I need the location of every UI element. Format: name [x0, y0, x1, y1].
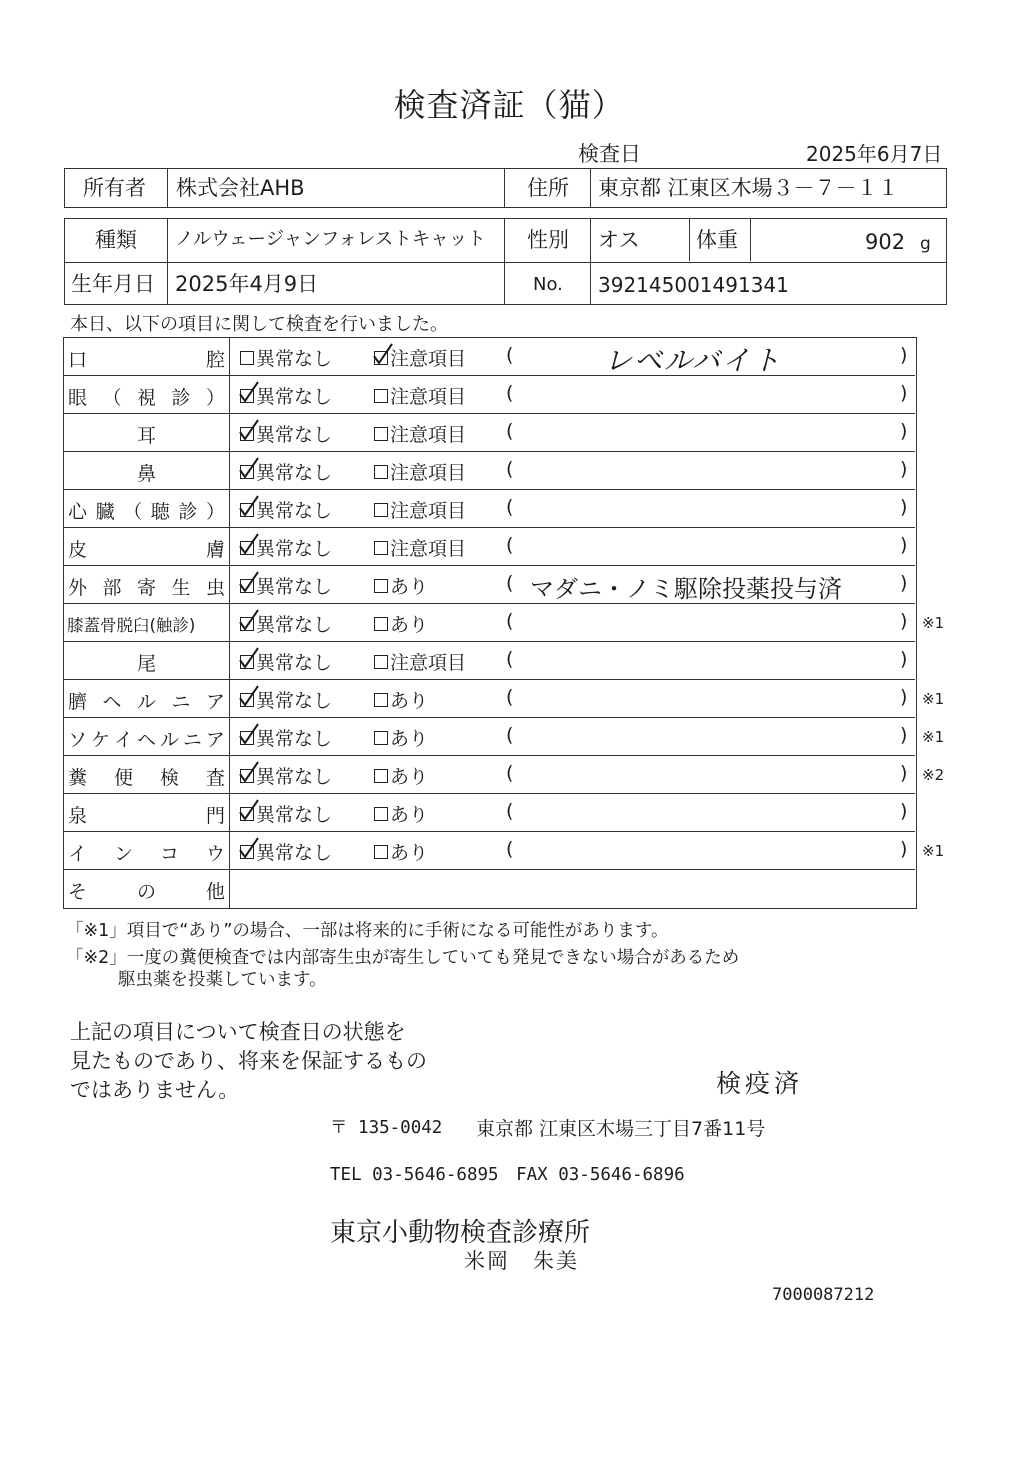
item-label: 鼻 [136, 463, 156, 485]
weight-label: 体重 [696, 228, 738, 252]
option-normal[interactable] [240, 382, 332, 409]
item-label: そ の 他 [68, 881, 225, 903]
no-label: No. [533, 274, 563, 295]
option-label: 異常なし [256, 386, 333, 408]
item-label: 耳 [136, 425, 156, 447]
paren-open: ( [506, 344, 514, 366]
checkbox-icon[interactable] [240, 807, 254, 821]
item-label-cell [64, 832, 229, 870]
address-label: 住所 [527, 176, 569, 200]
animal-table [64, 218, 947, 305]
checkbox-icon[interactable] [374, 655, 388, 669]
option-label: 異常なし [256, 576, 333, 598]
paren-close: ) [900, 762, 908, 784]
checkbox-icon[interactable] [374, 541, 388, 555]
checkbox-icon[interactable] [374, 693, 388, 707]
option-label: あり [390, 614, 429, 636]
option-label: 注意項目 [390, 348, 467, 370]
item-label: 眼 （ 視 診 ） [68, 387, 225, 409]
item-label-cell [64, 528, 229, 566]
option-normal[interactable] [240, 686, 332, 713]
checkbox-icon[interactable] [374, 731, 388, 745]
option-label: あり [390, 576, 429, 598]
option-finding[interactable] [374, 344, 466, 371]
option-label: 異常なし [256, 614, 333, 636]
paren-close: ) [900, 534, 908, 556]
checklist-row [64, 528, 915, 566]
weight-value: 902 [865, 230, 906, 254]
paren-open: ( [506, 458, 514, 480]
paren-open: ( [506, 686, 514, 708]
option-finding[interactable] [374, 534, 466, 561]
checkbox-icon[interactable] [240, 503, 254, 517]
paren-open: ( [506, 534, 514, 556]
certification-line: 上記の項目について検査日の状態を [70, 1020, 406, 1044]
option-finding[interactable] [374, 762, 428, 789]
checkbox-icon[interactable] [240, 655, 254, 669]
option-normal[interactable] [240, 458, 332, 485]
checkbox-icon[interactable] [240, 389, 254, 403]
option-label: 注意項目 [390, 386, 467, 408]
option-label: 注意項目 [390, 462, 467, 484]
checklist-row [64, 566, 915, 604]
option-normal[interactable] [240, 610, 332, 637]
item-label-cell [64, 680, 229, 718]
option-normal[interactable] [240, 724, 332, 751]
option-normal[interactable] [240, 420, 332, 447]
intro-text: 本日、以下の項目に関して検査を行いました。 [70, 314, 448, 335]
checklist-row [64, 452, 915, 490]
paren-close: ) [900, 344, 908, 366]
paren-open: ( [506, 838, 514, 860]
checklist-table [63, 337, 917, 909]
item-note: マダニ・ノミ駆除投薬投与済 [530, 575, 842, 603]
paren-open: ( [506, 496, 514, 518]
paren-close: ) [900, 686, 908, 708]
item-label: 糞 便 検 査 [68, 767, 225, 789]
checklist-row [64, 376, 915, 414]
option-label: 異常なし [256, 766, 333, 788]
item-label-cell [64, 642, 229, 680]
option-label: 異常なし [256, 538, 333, 560]
paren-close: ) [900, 496, 908, 518]
checklist-row [64, 414, 915, 452]
option-label: 異常なし [256, 842, 333, 864]
item-note: レベルバイト [604, 344, 783, 377]
checklist-row [64, 642, 915, 680]
item-label: 臍 ヘ ル ニ ア [68, 691, 225, 713]
option-normal[interactable] [240, 572, 332, 599]
check-mark-icon [238, 761, 260, 785]
clinic-name: 東京小動物検査診療所 [330, 1218, 591, 1248]
checklist-row [64, 604, 915, 642]
option-label: 異常なし [256, 652, 333, 674]
owner-value: 株式会社AHB [176, 176, 305, 200]
checkbox-icon[interactable] [240, 541, 254, 555]
checkbox-icon[interactable] [240, 845, 254, 859]
checklist-row [64, 794, 915, 832]
checklist-row [64, 756, 915, 794]
check-mark-icon [238, 381, 260, 405]
option-finding[interactable] [374, 572, 428, 599]
paren-close: ) [900, 572, 908, 594]
option-label: 異常なし [256, 728, 333, 750]
option-label: 異常なし [256, 500, 333, 522]
checkbox-icon[interactable] [240, 427, 254, 441]
checkbox-icon[interactable] [374, 351, 388, 365]
footnote-mark: ※1 [922, 842, 945, 860]
item-label-cell [64, 414, 229, 452]
check-mark-icon [238, 419, 260, 443]
item-label: 口 腔 [68, 349, 225, 371]
option-label: あり [390, 690, 429, 712]
paren-close: ) [900, 420, 908, 442]
check-mark-icon [238, 609, 260, 633]
item-label-cell [64, 604, 229, 642]
paren-open: ( [506, 648, 514, 670]
checkbox-icon[interactable] [240, 731, 254, 745]
option-label: 注意項目 [390, 538, 467, 560]
option-label: あり [390, 842, 429, 864]
sex-value: オス [598, 228, 640, 252]
certification-line: 見たものであり、将来を保証するもの [70, 1049, 427, 1073]
item-label: 尾 [136, 653, 156, 675]
item-label-cell [64, 794, 229, 832]
paren-open: ( [506, 762, 514, 784]
option-label: 異常なし [256, 804, 333, 826]
check-mark-icon [372, 343, 394, 367]
paren-close: ) [900, 610, 908, 632]
option-label: 異常なし [256, 424, 333, 446]
option-finding[interactable] [374, 610, 428, 637]
item-label: ソ ケ イ ヘ ル ニ ア [68, 729, 225, 751]
item-label: イ ン コ ウ [68, 843, 225, 865]
checkbox-icon[interactable] [374, 389, 388, 403]
item-label: 外 部 寄 生 虫 [68, 577, 225, 599]
paren-close: ) [900, 648, 908, 670]
paren-open: ( [506, 800, 514, 822]
checklist-row [64, 490, 915, 528]
checkbox-icon[interactable] [240, 617, 254, 631]
option-label: 注意項目 [390, 500, 467, 522]
paren-close: ) [900, 724, 908, 746]
item-label-cell [64, 718, 229, 756]
item-label-cell [64, 376, 229, 414]
checkbox-icon[interactable] [374, 427, 388, 441]
footnote-2-cont: 駆虫薬を投薬しています。 [118, 970, 327, 990]
checklist-row [64, 718, 915, 756]
checklist-row [64, 338, 915, 376]
item-label-cell [64, 756, 229, 794]
option-normal[interactable] [240, 534, 332, 561]
item-label-cell [64, 338, 229, 376]
postal-code: 〒 135-0042 [330, 1118, 443, 1138]
checklist-row [64, 870, 915, 908]
birth-value: 2025年4月9日 [175, 272, 319, 296]
paren-open: ( [506, 420, 514, 442]
option-normal[interactable] [240, 648, 332, 675]
item-label: 泉 門 [68, 805, 225, 827]
item-label-cell [64, 566, 229, 604]
paren-open: ( [506, 610, 514, 632]
paren-close: ) [900, 458, 908, 480]
option-normal[interactable] [240, 838, 332, 865]
item-label-cell [64, 490, 229, 528]
footnote-2: 「※2」一度の糞便検査では内部寄生虫が寄生していても発見できない場合があるため [66, 948, 740, 968]
item-label: 皮 膚 [68, 539, 225, 561]
sex-label: 性別 [527, 228, 569, 252]
checkbox-icon[interactable] [374, 503, 388, 517]
option-finding[interactable] [374, 800, 428, 827]
check-mark-icon [238, 723, 260, 747]
checkbox-icon[interactable] [240, 693, 254, 707]
serial-number: 7000087212 [772, 1285, 875, 1305]
option-finding[interactable] [374, 648, 466, 675]
checkbox-icon[interactable] [374, 465, 388, 479]
owner-table [64, 168, 947, 208]
checkbox-icon[interactable] [240, 465, 254, 479]
page-title: 検査済証（猫） [393, 86, 625, 124]
certification-text [70, 1018, 427, 1105]
checkbox-icon[interactable] [374, 845, 388, 859]
checkbox-icon[interactable] [374, 617, 388, 631]
owner-label: 所有者 [83, 176, 146, 200]
option-label: あり [390, 804, 429, 826]
footnote-mark: ※1 [922, 728, 945, 746]
paren-open: ( [506, 382, 514, 404]
check-mark-icon [238, 495, 260, 519]
paren-open: ( [506, 724, 514, 746]
check-mark-icon [238, 647, 260, 671]
footnote-1: 「※1」項目で“あり”の場合、一部は将来的に手術になる可能性があります。 [66, 921, 669, 941]
item-label: 心 臓 （ 聴 診 ） [68, 501, 225, 523]
check-mark-icon [238, 533, 260, 557]
option-finding[interactable] [374, 686, 428, 713]
doctor-name: 米岡 朱美 [464, 1249, 579, 1273]
option-finding[interactable] [374, 724, 428, 751]
item-label-cell [64, 870, 229, 908]
option-normal[interactable] [240, 762, 332, 789]
clinic-phone: TEL 03-5646-6895 FAX 03-5646-6896 [330, 1165, 685, 1185]
checkbox-icon[interactable] [374, 807, 388, 821]
certification-line: ではありません。 [70, 1078, 240, 1102]
option-normal[interactable] [240, 800, 332, 827]
checklist-row [64, 680, 915, 718]
check-mark-icon [238, 799, 260, 823]
checkbox-icon[interactable] [374, 579, 388, 593]
checkbox-icon[interactable] [240, 351, 254, 365]
item-label-cell [64, 452, 229, 490]
footnote-mark: ※1 [922, 690, 945, 708]
option-label: あり [390, 728, 429, 750]
address-value: 東京都 江東区木場３－７－１１ [598, 176, 899, 200]
option-label: 異常なし [256, 348, 333, 370]
option-normal[interactable] [240, 496, 332, 523]
checkbox-icon[interactable] [240, 769, 254, 783]
check-mark-icon [238, 685, 260, 709]
paren-open: ( [506, 572, 514, 594]
checklist-row [64, 832, 915, 870]
footnote-mark: ※1 [922, 614, 945, 632]
check-mark-icon [238, 457, 260, 481]
inspection-date-label: 検査日 [578, 142, 641, 166]
option-finding[interactable] [374, 838, 428, 865]
option-finding[interactable] [374, 496, 466, 523]
option-label: 異常なし [256, 690, 333, 712]
option-label: あり [390, 766, 429, 788]
paren-close: ) [900, 838, 908, 860]
option-finding[interactable] [374, 382, 466, 409]
no-value: 392145001491341 [598, 273, 789, 297]
footnote-mark: ※2 [922, 766, 945, 784]
check-mark-icon [238, 571, 260, 595]
breed-label: 種類 [95, 228, 137, 252]
option-label: 注意項目 [390, 424, 467, 446]
paren-close: ) [900, 800, 908, 822]
paren-close: ) [900, 382, 908, 404]
breed-value: ノルウェージャンフォレストキャット [175, 229, 486, 250]
check-mark-icon [238, 837, 260, 861]
inspection-date: 2025年6月7日 [806, 142, 943, 166]
option-finding[interactable] [374, 458, 466, 485]
clinic-address: 東京都 江東区木場三丁目7番11号 [476, 1118, 766, 1140]
checkbox-icon[interactable] [240, 579, 254, 593]
option-label: 注意項目 [390, 652, 467, 674]
option-normal[interactable] [240, 344, 332, 371]
option-label: 異常なし [256, 462, 333, 484]
item-label: 膝蓋骨脱臼(触診) [67, 616, 196, 635]
quarantine-stamp: 検疫済 [716, 1069, 804, 1098]
option-finding[interactable] [374, 420, 466, 447]
checkbox-icon[interactable] [374, 769, 388, 783]
weight-unit: g [920, 234, 931, 254]
birth-label: 生年月日 [71, 272, 155, 296]
